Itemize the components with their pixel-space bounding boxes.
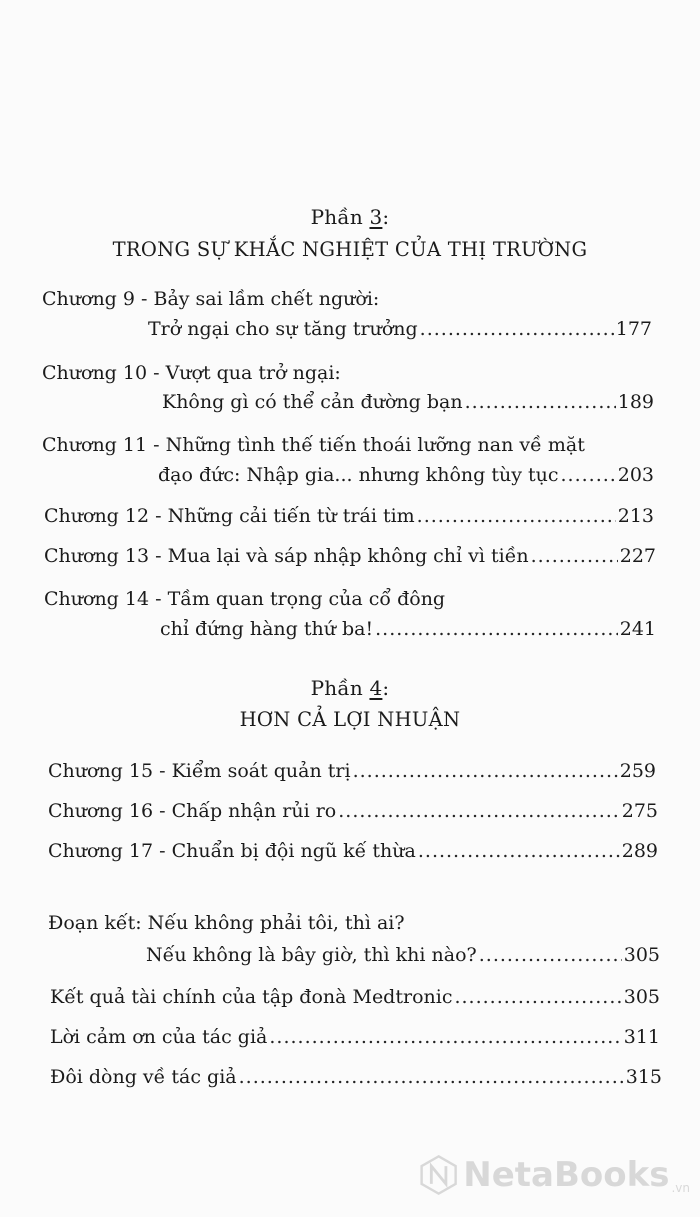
part-3-title: TRONG SỰ KHẮC NGHIỆT CỦA THỊ TRƯỜNG [112,238,588,261]
dot-leader [531,545,618,567]
toc-entry-financial-results-title: Kết quả tài chính của tập đonà Medtronic [50,986,453,1008]
page-number: 289 [621,840,658,862]
toc-entry-ch11-line2: đạo đức: Nhập gia... nhưng không tùy tục [158,464,559,486]
toc-entry-ch12 [44,505,654,527]
toc-entry-financial-results [50,986,660,1008]
toc-entry-about-author [50,1066,662,1088]
toc-entry-acknowledgements-title: Lời cảm ơn của tác giả [50,1026,268,1048]
dot-leader [479,944,622,966]
page-number: 315 [625,1066,662,1088]
netabooks-logo-icon [420,1150,457,1200]
toc-entry-epilogue [146,944,660,966]
page-number: 305 [623,986,660,1008]
page-number: 311 [623,1026,660,1048]
page-number: 203 [617,464,654,486]
toc-entry-about-author-title: Đôi dòng về tác giả [50,1066,237,1088]
toc-entry-ch15-title: Chương 15 - Kiểm soát quản trị [48,760,351,782]
page-number: 275 [621,800,658,822]
toc-entry-epilogue-line1: Đoạn kết: Nếu không phải tôi, thì ai? [48,912,405,934]
toc-entry-ch9-line1: Chương 9 - Bảy sai lầm chết người: [42,288,380,310]
page-number: 189 [617,391,654,413]
dot-leader [420,318,614,340]
toc-entry-ch14-line1: Chương 14 - Tầm quan trọng của cổ đông [44,588,446,610]
watermark-brand: NetaBooks [463,1155,670,1195]
page-number: 177 [615,318,652,340]
toc-entry-ch10-line2: Không gì có thể cản đường bạn [162,391,463,413]
page-number: 213 [617,505,654,527]
dot-leader [353,760,618,782]
page-number: 305 [623,944,660,966]
toc-entry-ch11-line1: Chương 11 - Những tình thế tiến thoái lưỡng nan về mặt [42,434,585,456]
dot-leader [418,840,620,862]
toc-entry-ch17 [48,840,658,862]
part-4-title: HƠN CẢ LỢI NHUẬN [239,708,461,731]
part-3-heading: Phần 3: [310,205,390,229]
toc-entry-ch14 [160,618,656,640]
dot-leader [375,618,618,640]
dot-leader [561,464,616,486]
dot-leader [417,505,616,527]
toc-entry-ch10-line1: Chương 10 - Vượt qua trở ngại: [42,362,341,384]
dot-leader [465,391,616,413]
page-number: 227 [619,545,656,567]
toc-entry-ch11 [158,464,654,486]
dot-leader [454,986,621,1008]
toc-entry-epilogue-line2: Nếu không là bây giờ, thì khi nào? [146,944,477,966]
toc-entry-acknowledgements [50,1026,660,1048]
toc-entry-ch16-title: Chương 16 - Chấp nhận rủi ro [48,800,337,822]
dot-leader [338,800,620,822]
toc-entry-ch10 [162,391,654,413]
toc-entry-ch9-line2: Trở ngại cho sự tăng trưởng [148,318,418,340]
toc-entry-ch16 [48,800,658,822]
page-number: 241 [619,618,656,640]
toc-entry-ch15 [48,760,656,782]
part-4-heading: Phần 4: [310,676,390,700]
toc-entry-ch17-title: Chương 17 - Chuẩn bị đội ngũ kế thừa [48,840,416,862]
toc-entry-ch14-line2: chỉ đứng hàng thứ ba! [160,618,374,640]
netabooks-watermark [420,1145,690,1205]
toc-entry-ch13-title: Chương 13 - Mua lại và sáp nhập không chỉ vì tiền [44,545,529,567]
toc-entry-ch13 [44,545,656,567]
toc-entry-ch12-title: Chương 12 - Những cải tiến từ trái tim [44,505,415,527]
page-number: 259 [619,760,656,782]
toc-entry-ch9 [148,318,652,340]
watermark-suffix: .vn [671,1181,690,1195]
dot-leader [269,1026,621,1048]
dot-leader [239,1066,624,1088]
